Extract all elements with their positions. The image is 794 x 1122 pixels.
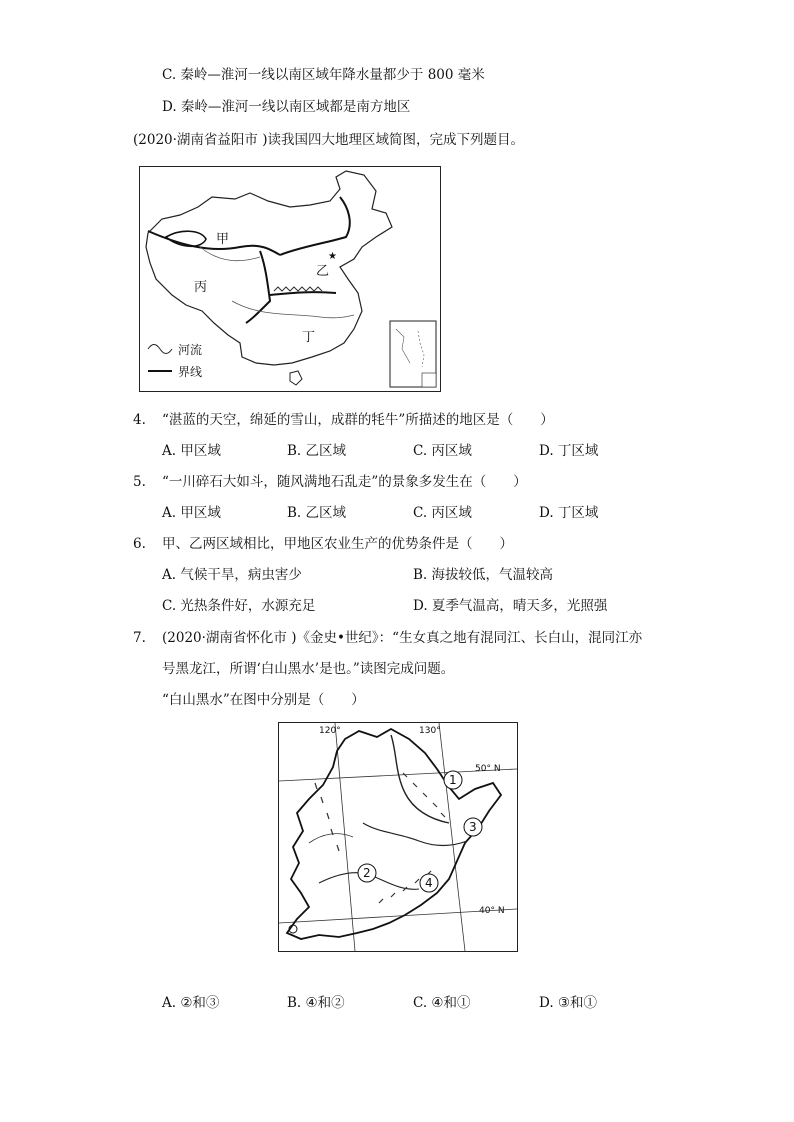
q6-option-a[interactable]: A. 气候干旱，病虫害少	[162, 567, 302, 583]
q7-option-c[interactable]: C. ④和①	[413, 995, 471, 1011]
china-outline	[146, 171, 392, 365]
south-china-sea-inset	[390, 321, 436, 387]
lon-label-120: 120°	[319, 726, 341, 736]
q5-option-a[interactable]: A. 甲区域	[162, 505, 221, 521]
question-4-number: 4.	[133, 412, 146, 428]
question-5-number: 5.	[133, 474, 146, 490]
region-label-jia: 甲	[216, 232, 230, 247]
q7-option-a[interactable]: A. ②和③	[162, 995, 220, 1011]
legend-river-symbol	[148, 345, 172, 354]
question-7-number: 7.	[133, 630, 146, 646]
marker-1: 1	[449, 773, 457, 787]
question-6-number: 6.	[133, 536, 146, 552]
question-6-text: 甲、乙两区域相比，甲地区农业生产的优势条件是（ ）	[162, 536, 513, 552]
question-5-text: “一川碎石大如斗，随风满地石乱走”的景象多发生在（ ）	[162, 474, 527, 490]
q4-option-d[interactable]: D. 丁区域	[539, 443, 599, 459]
intro-text: (2020·湖南省益阳市 )读我国四大地理区域简图，完成下列题目。	[133, 132, 524, 148]
lat-label-50: 50° N	[475, 764, 501, 774]
legend-river-label: 河流	[178, 343, 203, 357]
marker-4: 4	[425, 876, 433, 890]
q6-option-c[interactable]: C. 光热条件好，水源充足	[162, 598, 316, 614]
china-regions-map	[139, 166, 441, 392]
option-c-prev: C. 秦岭—淮河一线以南区域年降水量都少于 800 毫米	[162, 67, 485, 83]
q6-option-b[interactable]: B. 海拔较低，气温较高	[413, 567, 554, 583]
q4-option-a[interactable]: A. 甲区域	[162, 443, 221, 459]
question-4-text: “湛蓝的天空，绵延的雪山，成群的牦牛”所描述的地区是（ ）	[162, 412, 554, 428]
q5-option-c[interactable]: C. 丙区域	[413, 505, 472, 521]
region-label-bing: 丙	[194, 280, 208, 295]
region-label-yi: 乙	[316, 264, 330, 279]
q5-option-b[interactable]: B. 乙区域	[287, 505, 347, 521]
northeast-china-map	[278, 722, 518, 952]
q6-option-d[interactable]: D. 夏季气温高，晴天多，光照强	[413, 598, 608, 614]
question-7-text-continued: 号黑龙江，所谓‘白山黑水’是也。”读图完成问题。	[162, 661, 455, 677]
region-label-ding: 丁	[302, 330, 316, 345]
q4-option-b[interactable]: B. 乙区域	[287, 443, 347, 459]
svg-text:★: ★	[328, 251, 337, 262]
lon-label-130: 130°	[419, 726, 441, 736]
marker-2: 2	[363, 866, 371, 880]
marker-3: 3	[469, 820, 477, 834]
q5-option-d[interactable]: D. 丁区域	[539, 505, 599, 521]
q7-option-b[interactable]: B. ④和②	[287, 995, 345, 1011]
lat-label-40: 40° N	[479, 906, 505, 916]
option-d-prev: D. 秦岭—淮河一线以南区域都是南方地区	[162, 99, 411, 115]
question-7-text: (2020·湖南省怀化市 )《金史•世纪》：“生女真之地有混同江、长白山，混同江亦	[162, 630, 643, 646]
legend-boundary-label: 界线	[178, 365, 203, 379]
q7-option-d[interactable]: D. ③和①	[539, 995, 598, 1011]
question-7-sub: “白山黑水”在图中分别是（ ）	[162, 692, 365, 708]
q4-option-c[interactable]: C. 丙区域	[413, 443, 472, 459]
